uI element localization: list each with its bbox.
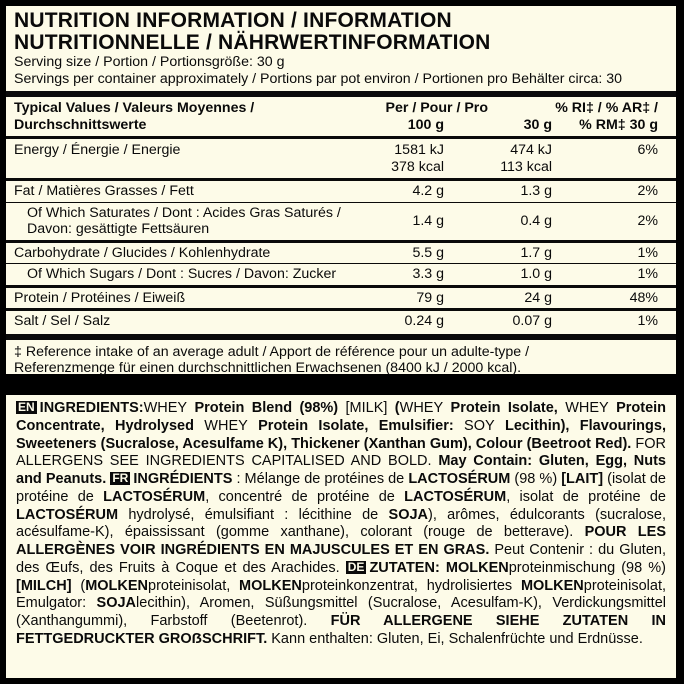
nutrition-panel [6, 6, 676, 374]
allergen-text: Protein Concentrate, Hydrolysed [16, 400, 667, 434]
table-bottom-divider [6, 334, 676, 340]
header-label-line-1: Typical Values / Valeurs Moyennes / [14, 100, 255, 116]
row-value-ri: 2% [637, 183, 658, 199]
allergen-text: [MILCH] [16, 577, 72, 594]
row-label: Fat / Matières Grasses / Fett [14, 183, 194, 199]
row-value-ri: 1% [637, 266, 658, 282]
row-value-ri: 1% [637, 244, 658, 261]
allergen-text: Protein Isolate, Emulsifier: [247, 417, 465, 434]
ingredients-de-heading: ZUTATEN: [369, 559, 440, 576]
row-value-30g: 1.7 g [520, 244, 552, 261]
ingredient-text: WHEY [204, 417, 248, 434]
row-value-30g: 0.07 g [512, 313, 552, 329]
allergen-text: LACTOSÉRUM [408, 471, 511, 487]
allergen-text: FÜR ALLERGENE SIEHE ZUTATEN IN FETTGEDRUCKTER GROẞSCHRIFT. [16, 613, 666, 647]
ingredient-text: Kann enthalten: Gluten, Ei, Schalenfrüchte und Erdnüsse. [267, 630, 643, 647]
ingredient-text: , concentré de protéine de [205, 488, 405, 505]
ingredient-text: WHEY [565, 400, 609, 416]
row-value-ri: 48% [629, 289, 658, 306]
servings-per-container: Servings per container approximately / Portions par pot environ / Portionen pro Behälter circa: 30 [14, 70, 623, 87]
header-ri-line-1: % RI‡ / % AR‡ / [555, 100, 658, 116]
row-value-30g: 1.0 g [520, 266, 552, 282]
allergen-text: ( [387, 400, 400, 416]
allergen-text: MOLKEN [445, 559, 509, 576]
flag-de-badge: DE [347, 559, 365, 574]
row-value-100g: 79 g [416, 289, 444, 306]
header-col-100g: 100 g [407, 116, 444, 133]
header-per-group [372, 100, 552, 133]
table-row-fat [14, 181, 668, 202]
allergen-text: POUR LES ALLERGÈNES VOIR INGRÉDIENTS EN MAJUSCULES ET EN GRAS. [16, 524, 666, 558]
allergen-text: MOLKEN [239, 577, 302, 594]
allergen-text: Lecithin), Flavourings, Sweeteners (Sucralose, Acesulfame K), Thickener (Xanthan Gum), Colour (Beetroot Red). [16, 417, 666, 452]
row-value-ri: 2% [637, 212, 658, 229]
row-label-line-1: Of Which Saturates / Dont : Acides Gras Saturés / [27, 204, 341, 221]
energy-kj-100g: 1581 kJ [394, 142, 444, 158]
footnote [14, 344, 668, 377]
ingredient-text: (isolat de protéine de [16, 471, 666, 505]
row-label: Protein / Protéines / Eiweiß [14, 289, 186, 306]
row-label-line-2: Davon: gesättigte Fettsäuren [27, 221, 210, 237]
row-value-30g: 24 g [524, 289, 552, 306]
ingredients-text [16, 400, 666, 649]
header-label-line-2: Durchschnittswerte [14, 116, 147, 133]
header-per-label: Per / Pour / Pro [385, 100, 488, 116]
ingredient-text: WHEY [143, 400, 188, 416]
allergen-text: LACTOSÉRUM [404, 488, 507, 505]
row-value-100g: 5.5 g [412, 244, 444, 261]
row-value-ri: 1% [637, 313, 658, 329]
row-value-100g [372, 142, 444, 175]
allergen-text: MOLKEN [85, 577, 149, 594]
header-col-ri [552, 100, 668, 133]
panel-title-line-1: NUTRITION INFORMATION / INFORMATION [14, 9, 452, 32]
allergen-text: Protein Isolate, [443, 400, 566, 416]
serving-size: Serving size / Portion / Portionsgröße: 30 g [14, 54, 285, 70]
row-value-100g: 3.3 g [412, 266, 444, 282]
flag-fr-badge: FR [112, 471, 129, 485]
header-label [14, 100, 372, 133]
row-label: Salt / Sel / Salz [14, 313, 111, 329]
table-row-saturates [14, 203, 668, 240]
ingredient-text: FOR ALLERGENS SEE INGREDIENTS CAPITALISED AND BOLD. [16, 435, 666, 470]
row-value-100g: 1.4 g [412, 212, 444, 229]
row-label: Energy / Énergie / Energie [14, 142, 181, 158]
panel-title-line-2: NUTRITIONNELLE / NÄHRWERTINFORMATION [14, 31, 491, 54]
allergen-text: MOLKEN [520, 577, 584, 594]
ingredient-text: , isolat de protéine de [506, 488, 666, 505]
table-row-carbohydrate [14, 243, 668, 264]
nutrition-table [14, 97, 668, 340]
table-row-sugars [14, 264, 668, 285]
allergen-text: May Contain: Gluten, Egg, Nuts and Peanuts. [16, 453, 666, 487]
footnote-line-1: ‡ Reference intake of an average adult / Apport de référence pour un adulte-type / [14, 343, 530, 360]
ingredient-text: : Mélange de protéines de [232, 471, 409, 487]
row-value-30g: 0.4 g [520, 212, 552, 229]
ingredient-text: proteinkonzentrat, hydrolisiertes [301, 577, 521, 594]
energy-kcal-100g: 378 kcal [391, 158, 444, 175]
allergen-text: [LAIT] [561, 471, 604, 487]
ingredients-fr-heading: INGRÉDIENTS [133, 471, 233, 487]
allergen-text: Protein Blend (98%) [187, 400, 346, 416]
table-header [14, 97, 668, 136]
row-value-ri: 6% [637, 142, 658, 158]
ingredient-text: (98 %) [510, 471, 562, 487]
ingredient-text: hydrolysé, émulsifiant : lécithine de [118, 506, 389, 523]
ingredient-text: ), arômes, édulcorants (sucralose, acésulfame-K), épaississant (gomme xanthane), colorant (rouge de betterave). [16, 506, 667, 541]
ingredient-text: WHEY [399, 400, 444, 416]
row-value-100g: 4.2 g [412, 183, 444, 199]
row-label: Of Which Sugars / Dont : Sucres / Davon: Zucker [27, 266, 337, 282]
ingredients-panel [6, 395, 676, 678]
ingredients-en-heading: INGREDIENTS: [39, 400, 144, 416]
ingredient-text: ( [71, 577, 86, 594]
ingredient-text: proteinisolat, Emulgator: [16, 577, 666, 612]
allergen-text: LACTOSÉRUM [16, 506, 119, 523]
footnote-line-2: Referenzmenge für einen durchschnittlichen Erwachsenen (8400 kJ / 2000 kcal). [14, 360, 522, 376]
table-row-salt [14, 311, 668, 332]
row-value-30g: 1.3 g [520, 183, 552, 199]
header-ri-line-2: % RM‡ 30 g [579, 116, 658, 133]
ingredient-text: proteinmischung (98 %) [508, 559, 667, 576]
row-label [14, 205, 372, 238]
table-row-energy [14, 139, 668, 178]
allergen-text: LACTOSÉRUM [103, 488, 206, 505]
row-value-30g [444, 142, 552, 175]
row-value-100g: 0.24 g [404, 313, 444, 329]
row-label: Carbohydrate / Glucides / Kohlenhydrate [14, 244, 271, 261]
energy-kj-30g: 474 kJ [510, 142, 552, 158]
allergen-text: SOJA [388, 506, 429, 523]
ingredient-text: [MILK] [345, 400, 388, 416]
ingredient-text: proteinisolat, [148, 577, 240, 594]
ingredient-text: lecithin), Aromen, Süßungsmittel (Sucralose, Acesulfam-K), Verdickungsmittel (Xanthangummi), Farbstoff (Beetenrot). [16, 595, 666, 629]
table-row-protein [14, 288, 668, 309]
energy-kcal-30g: 113 kcal [500, 158, 552, 175]
flag-en-badge: EN [18, 400, 35, 414]
ingredient-text: SOY [464, 417, 495, 434]
allergen-text: SOJA [96, 595, 137, 612]
header-col-30g: 30 g [523, 116, 552, 133]
ingredient-text: Peut Contenir : du Gluten, des Œufs, des Fruits à Coque et des Arachides. [16, 542, 666, 576]
